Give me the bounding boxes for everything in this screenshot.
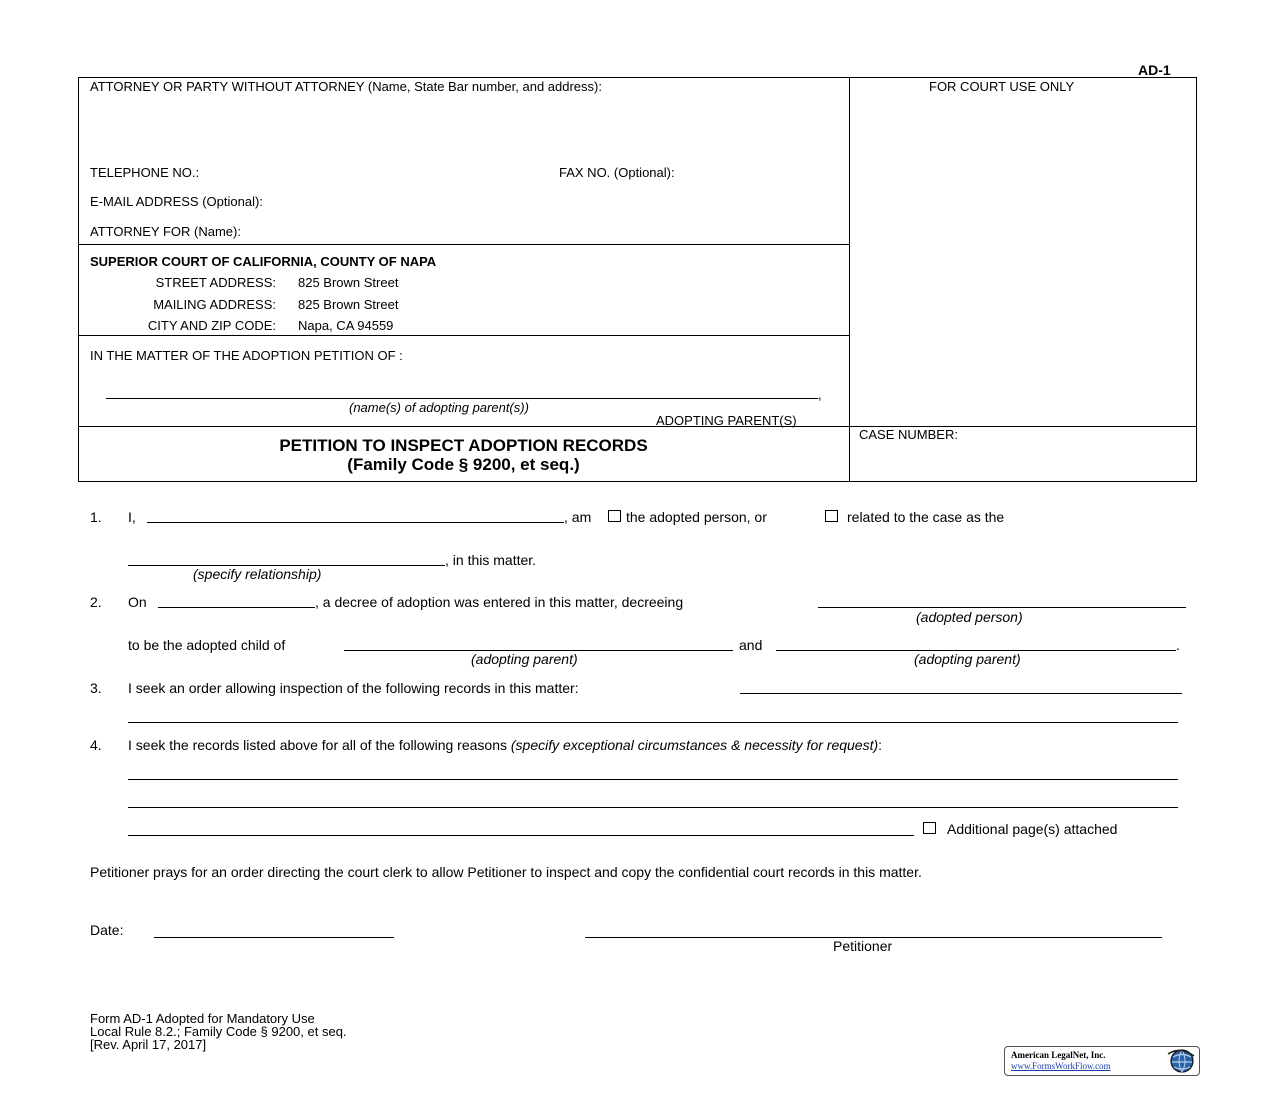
records-line-2[interactable] <box>128 722 1178 723</box>
item4-text-main: I seek the records listed above for all of the following reasons <box>128 737 507 753</box>
item3-number: 3. <box>90 680 102 696</box>
attorney-label: ATTORNEY OR PARTY WITHOUT ATTORNEY (Name, State Bar number, and address): <box>90 79 602 94</box>
court-title: SUPERIOR COURT OF CALIFORNIA, COUNTY OF NAPA <box>90 254 437 269</box>
item2-child-of: to be the adopted child of <box>128 637 286 653</box>
adopting-parent2-caption: (adopting parent) <box>914 651 1021 667</box>
records-line-1[interactable] <box>740 693 1182 694</box>
item2-end: . <box>1176 637 1180 653</box>
item4-text-italic: (specify exceptional circumstances & necessity for request) <box>510 737 879 753</box>
footer-line-3: [Rev. April 17, 2017] <box>90 1037 207 1052</box>
reasons-line-1[interactable] <box>128 779 1178 780</box>
matter-label: IN THE MATTER OF THE ADOPTION PETITION OF : <box>90 348 403 363</box>
legalnet-logo[interactable] <box>1004 1046 1200 1076</box>
caption-divider <box>849 77 850 482</box>
decree-date-line[interactable] <box>158 607 315 608</box>
court-use-label: FOR COURT USE ONLY <box>929 79 1075 94</box>
item1-prefix: I, <box>128 509 136 525</box>
logo-company: American LegalNet, Inc. <box>1011 1050 1106 1060</box>
footer-line-2: Local Rule 8.2.; Family Code § 9200, et seq. <box>90 1024 347 1039</box>
petitioner-name-line[interactable] <box>147 522 564 523</box>
form-subtitle: (Family Code § 9200, et seq.) <box>347 455 580 474</box>
prayer-text: Petitioner prays for an order directing the court clerk to allow Petitioner to inspect and copy the confidential court records in this matter. <box>90 864 922 880</box>
item1-suffix: , in this matter. <box>445 552 537 568</box>
adopting-parents-comma: , <box>818 387 822 402</box>
adopted-person-checkbox[interactable] <box>608 510 621 522</box>
adopting-parent1-caption: (adopting parent) <box>471 651 578 667</box>
reasons-line-2[interactable] <box>128 807 1178 808</box>
caption-rule-3 <box>78 426 1197 427</box>
adopted-person-caption: (adopted person) <box>916 609 1023 625</box>
item4-text <box>128 737 882 753</box>
fax-label: FAX NO. (Optional): <box>559 165 675 180</box>
caption-rule-1 <box>78 244 849 245</box>
adopting-parent-role: ADOPTING PARENT(S) <box>656 413 797 428</box>
related-checkbox[interactable] <box>825 510 838 522</box>
item2-mid: , a decree of adoption was entered in this matter, decreeing <box>315 594 684 610</box>
related-label: related to the case as the <box>847 509 1005 525</box>
mailing-value: 825 Brown Street <box>298 297 399 312</box>
city-label: CITY AND ZIP CODE: <box>147 318 276 333</box>
item2-and: and <box>739 637 763 653</box>
item1-number: 1. <box>90 509 102 525</box>
logo-url[interactable]: www.FormsWorkFlow.com <box>1011 1061 1111 1071</box>
relationship-caption: (specify relationship) <box>193 566 322 582</box>
item2-number: 2. <box>90 594 102 610</box>
additional-pages-label: Additional page(s) attached <box>947 821 1118 837</box>
street-label: STREET ADDRESS: <box>155 275 276 290</box>
reasons-line-3[interactable] <box>128 835 914 836</box>
item2-on: On <box>128 594 147 610</box>
telephone-label: TELEPHONE NO.: <box>90 165 200 180</box>
form-id: AD-1 <box>1138 62 1171 78</box>
date-line[interactable] <box>154 937 394 938</box>
item3-text: I seek an order allowing inspection of the following records in this matter: <box>128 680 579 696</box>
globe-icon <box>1165 1048 1197 1074</box>
attorney-for-label: ATTORNEY FOR (Name): <box>90 224 241 239</box>
city-value: Napa, CA 94559 <box>298 318 394 333</box>
street-value: 825 Brown Street <box>298 275 399 290</box>
form-title: PETITION TO INSPECT ADOPTION RECORDS <box>279 436 648 455</box>
petitioner-label: Petitioner <box>833 938 893 954</box>
adopted-person-line[interactable] <box>818 607 1186 608</box>
additional-pages-checkbox[interactable] <box>923 822 936 834</box>
adopting-parents-line[interactable] <box>106 398 818 399</box>
caption-rule-2 <box>78 335 849 336</box>
adopted-person-label: the adopted person, or <box>626 509 767 525</box>
item4-number: 4. <box>90 737 102 753</box>
mailing-label: MAILING ADDRESS: <box>153 297 276 312</box>
case-number-label: CASE NUMBER: <box>859 427 958 442</box>
date-label: Date: <box>90 922 124 938</box>
email-label: E-MAIL ADDRESS (Optional): <box>90 194 263 209</box>
names-caption: (name(s) of adopting parent(s)) <box>349 400 529 415</box>
item4-colon: : <box>878 737 883 753</box>
item1-am: , am <box>564 509 592 525</box>
footer-line-1: Form AD-1 Adopted for Mandatory Use <box>90 1011 315 1026</box>
